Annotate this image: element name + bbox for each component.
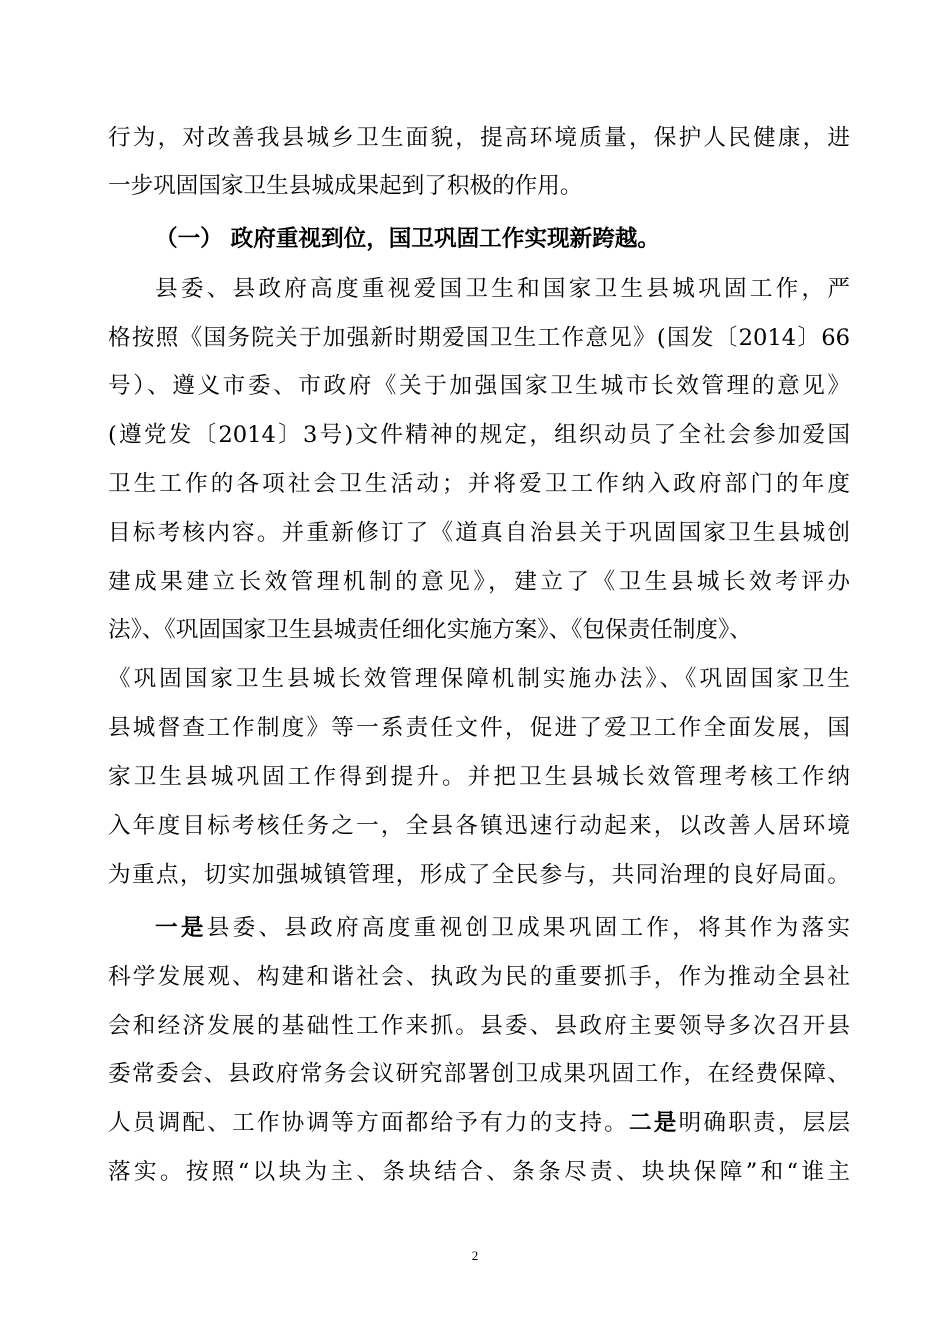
text-run: 县委、县政府高度重视创卫成果巩固工作，将其作为落实 (206, 915, 850, 941)
text-line: 为重点，切实加强城镇管理，形成了全民参与，共同治理的良好局面。 (108, 862, 850, 888)
text-line: 一步巩固国家卫生县城成果起到了积极的作用。 (108, 173, 583, 199)
text-line: 县城督查工作制度》等一系责任文件，促进了爱卫工作全面发展，国 (108, 715, 850, 741)
text-line: 入年度目标考核任务之一，全县各镇迅速行动起来，以改善人居环境 (108, 813, 850, 839)
section-heading: （一） 政府重视到位，国卫巩固工作实现新跨越。 (155, 226, 660, 252)
text-line: 县委、县政府高度重视爱国卫生和国家卫生县城巩固工作，严 (155, 276, 850, 302)
text-line: 科学发展观、构建和谐社会、执政为民的重要抓手，作为推动全县社 (108, 964, 850, 990)
text-line: 家卫生县城巩固工作得到提升。并把卫生县城长效管理考核工作纳 (108, 764, 850, 790)
text-line: 落实。按照“以块为主、条块结合、条条尽责、块块保障”和“谁主 (108, 1159, 850, 1185)
text-line: (遵党发〔2014〕3号)文件精神的规定，组织动员了全社会参加爱国 (108, 422, 850, 448)
text-line: 行为，对改善我县城乡卫生面貌，提高环境质量，保护人民健康，进 (108, 125, 850, 151)
text-run: 人员调配、工作协调等方面都给予有力的支持。 (108, 1110, 629, 1136)
paragraph-lead-line (155, 913, 850, 943)
text-line: 会和经济发展的基础性工作来抓。县委、县政府主要领导多次召开县 (108, 1013, 850, 1039)
text-line: 卫生工作的各项社会卫生活动；并将爱卫工作纳入政府部门的年度 (108, 471, 850, 497)
text-line: 委常委会、县政府常务会议研究部署创卫成果巩固工作，在经费保障、 (108, 1061, 850, 1087)
bold-marker: 二是 (628, 1110, 679, 1136)
text-line: 格按照《国务院关于加强新时期爱国卫生工作意见》(国发〔2014〕66 (108, 325, 850, 351)
text-line-mixed (108, 1108, 850, 1138)
text-line: 目标考核内容。并重新修订了《道真自治县关于巩固国家卫生县城创 (108, 520, 850, 546)
page-number: 2 (471, 1248, 479, 1263)
text-run: 明确职责，层层 (678, 1110, 850, 1136)
text-line: 《巩固国家卫生县城长效管理保障机制实施办法》、《巩固国家卫生 (108, 666, 850, 692)
text-line: 号）、遵义市委、市政府《关于加强国家卫生城市长效管理的意见》 (108, 373, 850, 399)
text-line: 法》、《巩固国家卫生县城责任细化实施方案》、《包保责任制度》、 (108, 617, 752, 643)
text-line: 建成果建立长效管理机制的意见》，建立了《卫生县城长效考评办 (108, 569, 850, 595)
bold-marker: 一是 (155, 915, 207, 941)
